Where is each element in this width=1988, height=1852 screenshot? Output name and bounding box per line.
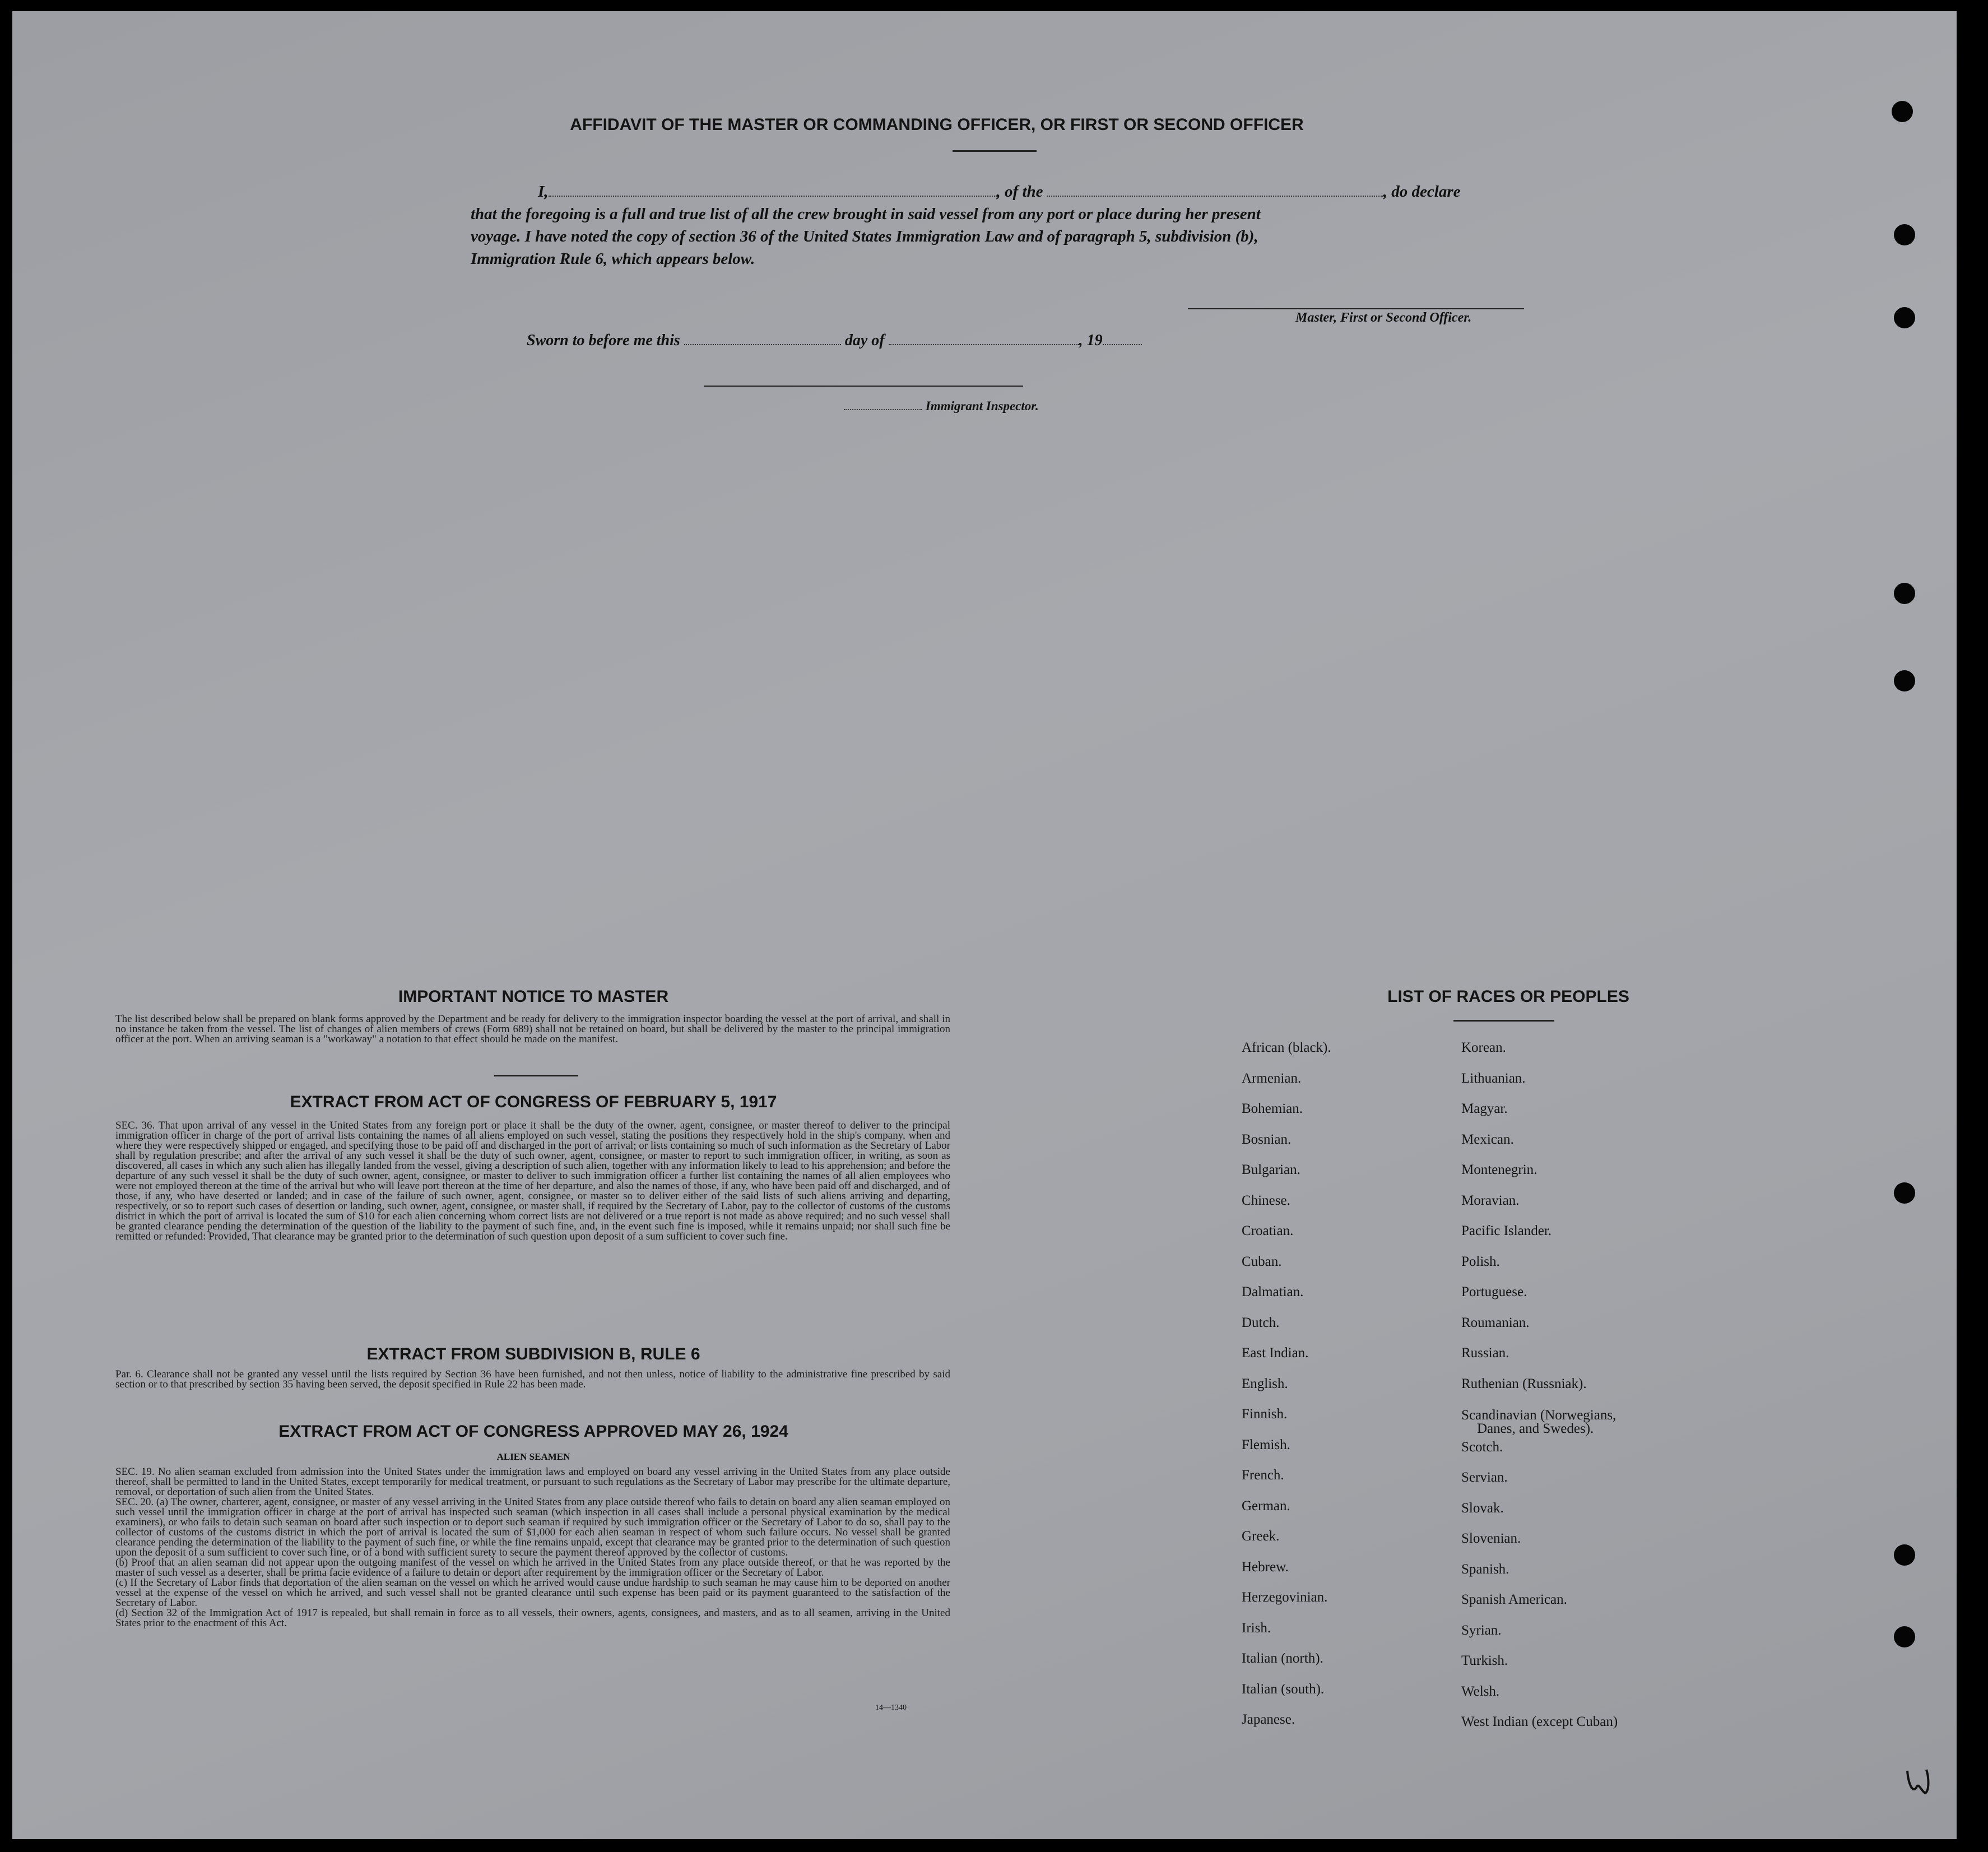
binder-hole-icon bbox=[1892, 101, 1913, 122]
race-item: Dutch. bbox=[1242, 1315, 1280, 1330]
race-item: Portuguese. bbox=[1461, 1284, 1527, 1299]
race-item: Bohemian. bbox=[1242, 1101, 1303, 1116]
affidavit-line-4: Immigration Rule 6, which appears below. bbox=[471, 250, 755, 268]
race-item: African (black). bbox=[1242, 1040, 1331, 1055]
race-item: Russian. bbox=[1461, 1345, 1509, 1361]
vessel-blank bbox=[1047, 196, 1383, 197]
binder-hole-icon bbox=[1894, 583, 1915, 604]
race-item: Roumanian. bbox=[1461, 1315, 1530, 1330]
binder-hole-icon bbox=[1894, 1626, 1915, 1647]
race-item: English. bbox=[1242, 1376, 1288, 1391]
alien-seamen-subtitle: ALIEN SEAMEN bbox=[496, 1451, 570, 1462]
race-item: Montenegrin. bbox=[1461, 1162, 1538, 1177]
sworn-day-blank bbox=[684, 344, 841, 345]
race-item: Armenian. bbox=[1242, 1070, 1302, 1086]
binder-hole-icon bbox=[1894, 1544, 1915, 1566]
sec-20a-text: SEC. 20. (a) The owner, charterer, agent, consignee, or master of any vessel arriving in the United States from any place outside thereof who fails to detain on board any alien seaman employed on such vessel until the immigration officer in charge at the port of arrival has inspected such seaman (which inspection in all cases shall include a personal physical examination by the medical examiners), or who fails to detain such seaman on board after such inspection or to deport such seaman if required by such immigration officer or the Secretary of Labor to do so, shall pay to the collector of customs of the customs district in which the port of arrival is located the sum of $1,000 for each alien seaman in respect of whom such failure occurs. No vessel shall be granted clearance pending the determination of the liability to the payment of such fine, or while the fine remains unpaid, except that clearance may be granted prior to the determination of such question upon the deposit of a sum sufficient to cover such fine, or of a bond with sufficient surety to secure the payment thereof approved by the collector of customs. bbox=[115, 1496, 950, 1558]
notice-rule bbox=[494, 1075, 578, 1076]
sworn-line: Sworn to before me this day of , 19 bbox=[527, 332, 1142, 350]
race-item: Ruthenian (Russniak). bbox=[1461, 1376, 1587, 1391]
race-item: Chinese. bbox=[1242, 1192, 1290, 1208]
race-item: German. bbox=[1242, 1498, 1290, 1514]
race-item: West Indian (except Cuban) bbox=[1461, 1714, 1618, 1729]
inspector-signature-label: Immigrant Inspector. bbox=[844, 399, 1039, 414]
race-item: Polish. bbox=[1461, 1254, 1500, 1269]
race-item: Flemish. bbox=[1242, 1437, 1290, 1452]
document-page bbox=[12, 11, 1957, 1839]
affidavit-title-rule bbox=[953, 150, 1037, 152]
race-item: Magyar. bbox=[1461, 1101, 1508, 1116]
race-item: Spanish. bbox=[1461, 1561, 1509, 1577]
binder-hole-icon bbox=[1894, 670, 1915, 691]
race-item: Dalmatian. bbox=[1242, 1284, 1304, 1299]
affidavit-line-2: that the foregoing is a full and true list of all the crew brought in said vessel from any port or place during her present bbox=[471, 205, 1261, 223]
race-item: Welsh. bbox=[1461, 1683, 1500, 1699]
race-item: Slovenian. bbox=[1461, 1531, 1521, 1546]
race-item: East Indian. bbox=[1242, 1345, 1309, 1361]
sworn-year-blank bbox=[1103, 344, 1142, 345]
form-number: 14—1340 bbox=[875, 1704, 907, 1712]
races-rule bbox=[1453, 1020, 1554, 1022]
race-item: Moravian. bbox=[1461, 1192, 1520, 1208]
race-item: Croatian. bbox=[1242, 1223, 1294, 1238]
affidavit-title: AFFIDAVIT OF THE MASTER OR COMMANDING OFFICER, OR FIRST OR SECOND OFFICER bbox=[570, 115, 1304, 134]
race-item: Korean. bbox=[1461, 1040, 1506, 1055]
race-item: Italian (south). bbox=[1242, 1681, 1325, 1697]
race-item: Bulgarian. bbox=[1242, 1162, 1300, 1177]
race-item: Lithuanian. bbox=[1461, 1070, 1526, 1086]
race-item: Cuban. bbox=[1242, 1254, 1282, 1269]
races-column-2 bbox=[1461, 1040, 1719, 1745]
binder-hole-icon bbox=[1894, 1182, 1915, 1204]
race-item: Turkish. bbox=[1461, 1653, 1508, 1668]
race-item: Greek. bbox=[1242, 1529, 1280, 1544]
extract-1917-title: EXTRACT FROM ACT OF CONGRESS OF FEBRUARY 5, 1917 bbox=[290, 1093, 777, 1111]
extract-1924-title: EXTRACT FROM ACT OF CONGRESS APPROVED MAY 26, 1924 bbox=[278, 1422, 788, 1441]
races-title: LIST OF RACES OR PEOPLES bbox=[1387, 987, 1629, 1006]
race-item: Servian. bbox=[1461, 1470, 1508, 1485]
race-item: French. bbox=[1242, 1468, 1284, 1483]
affidavit-body bbox=[471, 180, 1552, 270]
sec-19-text: SEC. 19. No alien seaman excluded from admission into the United States under the immigration laws and employed on board any vessel arriving in the United States from any place outside thereof, shall be permitted to land in the United States, except temporarily for medical treatment, or pursuant to such regulations as the Secretary of Labor may prescribe for the ultimate departure, removal, or deportation of such alien from the United States. bbox=[115, 1466, 950, 1498]
race-item: Finnish. bbox=[1242, 1407, 1288, 1422]
sec-20c-text: (c) If the Secretary of Labor finds that deportation of the alien seaman on the vessel on which he arrived would cause undue hardship to such seaman he may cause him to be deported on another vessel at the expense of the vessel on which he arrived, and such vessel shall not be granted clearance until such expense has been paid or its payment guaranteed to the satisfaction of the Secretary of Labor. bbox=[115, 1577, 950, 1609]
race-item: Pacific Islander. bbox=[1461, 1223, 1552, 1238]
races-column-1 bbox=[1242, 1040, 1443, 1743]
race-item: Syrian. bbox=[1461, 1622, 1502, 1638]
race-item: Italian (north). bbox=[1242, 1651, 1323, 1666]
affidavit-line-3: voyage. I have noted the copy of section 36 of the United States Immigration Law and of paragraph 5, subdivision (b), bbox=[471, 228, 1258, 245]
name-blank bbox=[549, 196, 997, 197]
rule6-text: Par. 6. Clearance shall not be granted any vessel until the lists required by Section 36 have been furnished, and not then unless, notice of liability to the administrative fine prescribed by said section or to that prescribed by section 35 having been served, the deposit specified in Rule 22 has been made. bbox=[115, 1368, 950, 1390]
race-item: Scotch. bbox=[1461, 1439, 1503, 1455]
master-signature-line bbox=[1188, 308, 1524, 309]
notice-title: IMPORTANT NOTICE TO MASTER bbox=[398, 987, 669, 1006]
master-signature-label: Master, First or Second Officer. bbox=[1295, 310, 1472, 325]
affidavit-line-1: I, , of the , do declare bbox=[538, 183, 1461, 201]
rule6-title: EXTRACT FROM SUBDIVISION B, RULE 6 bbox=[366, 1345, 700, 1363]
sworn-month-blank bbox=[889, 344, 1079, 345]
notice-text: The list described below shall be prepared on blank forms approved by the Department and be ready for delivery to the immigration inspector boarding the vessel at the port of arrival, and shall in no instance be taken from the vessel. The list of changes of alien members of crews (Form 689) shall not be retained on board, but shall be delivered by the master to the principal immigration officer at the port. When an arriving seaman is a "workaway" a notation to that effect should be made on the manifest. bbox=[115, 1013, 950, 1045]
race-item: Hebrew. bbox=[1242, 1559, 1289, 1575]
race-item: Japanese. bbox=[1242, 1712, 1295, 1727]
race-item: Irish. bbox=[1242, 1620, 1271, 1636]
race-item: Mexican. bbox=[1461, 1131, 1514, 1147]
binder-hole-icon bbox=[1894, 224, 1915, 245]
binder-hole-icon bbox=[1894, 307, 1915, 328]
race-item-scandinavian: Scandinavian (Norwegians, Danes, and Swedes). bbox=[1461, 1408, 1617, 1436]
sec-20b-text: (b) Proof that an alien seaman did not appear upon the outgoing manifest of the vessel on which he arrived in the United States from any place outside thereof, or that he was reported by the master of such vessel as a deserter, shall be prima facie evidence of a failure to detain or deport after requirement by the immigration officer or the Secretary of Labor. bbox=[115, 1557, 950, 1579]
race-item: Herzegovinian. bbox=[1242, 1590, 1328, 1605]
extract-1924-body bbox=[115, 1467, 950, 1628]
race-item: Slovak. bbox=[1461, 1500, 1504, 1516]
sec-20d-text: (d) Section 32 of the Immigration Act of 1917 is repealed, but shall remain in force as to all vessels, their owners, agents, consignees, and masters, and as to all seamen, arriving in the United States prior to the enactment of this Act. bbox=[115, 1607, 950, 1629]
inspector-signature-line bbox=[704, 386, 1023, 387]
extract-1917-text: SEC. 36. That upon arrival of any vessel in the United States from any foreign port or place it shall be the duty of the owner, agent, consignee, or master thereof to deliver to the principal immigration officer in charge of the port of arrival lists containing the names of all aliens employed on such vessel, stating the positions they respectively hold in the ship's company, when and where they were respectively shipped or engaged, and specifying those to be paid off and discharged in the port of arrival; or lists containing so much of such information as the Secretary of Labor shall by regulation prescribe; and after the arrival of any such vessel it shall be the duty of such owner, agent, consignee, or master to report to such immigration officer, in writing, as soon as discovered, all cases in which any such alien has illegally landed from the vessel, giving a description of such alien, together with any information likely to lead to his apprehension; and before the departure of any such vessel it shall be the duty of such owner, agent, consignee, or master to deliver to such immigration officer a further list containing the names of all alien employees who were not employed thereon at the time of the arrival but who will leave port thereon at the time of her departure, and also the names of those, if any, who have been paid off and discharged, and of those, if any, who have deserted or landed; and in case of the failure of such owner, agent, consignee, or master so to deliver either of the said lists of such aliens arriving and departing, respectively, or so to report such cases of desertion or landing, such owner, agent, consignee, or master shall, if required by the Secretary of Labor, pay to the collector of customs of the customs district in which the port of arrival is located the sum of $10 for each alien concerning whom correct lists are not delivered or a true report is not made as above required; and no such vessel shall be granted clearance pending the determination of the question of the liability to the payment of such fine, and, in the event such fine is imposed, while it remains unpaid; nor shall such fine be remitted or refunded: Provided, That clearance may be granted prior to the determination of such question upon deposit of a sum sufficient to cover such fine. bbox=[115, 1120, 950, 1242]
race-item: Spanish American. bbox=[1461, 1592, 1567, 1607]
race-item: Bosnian. bbox=[1242, 1131, 1292, 1147]
handwritten-mark-icon bbox=[1901, 1760, 1934, 1804]
